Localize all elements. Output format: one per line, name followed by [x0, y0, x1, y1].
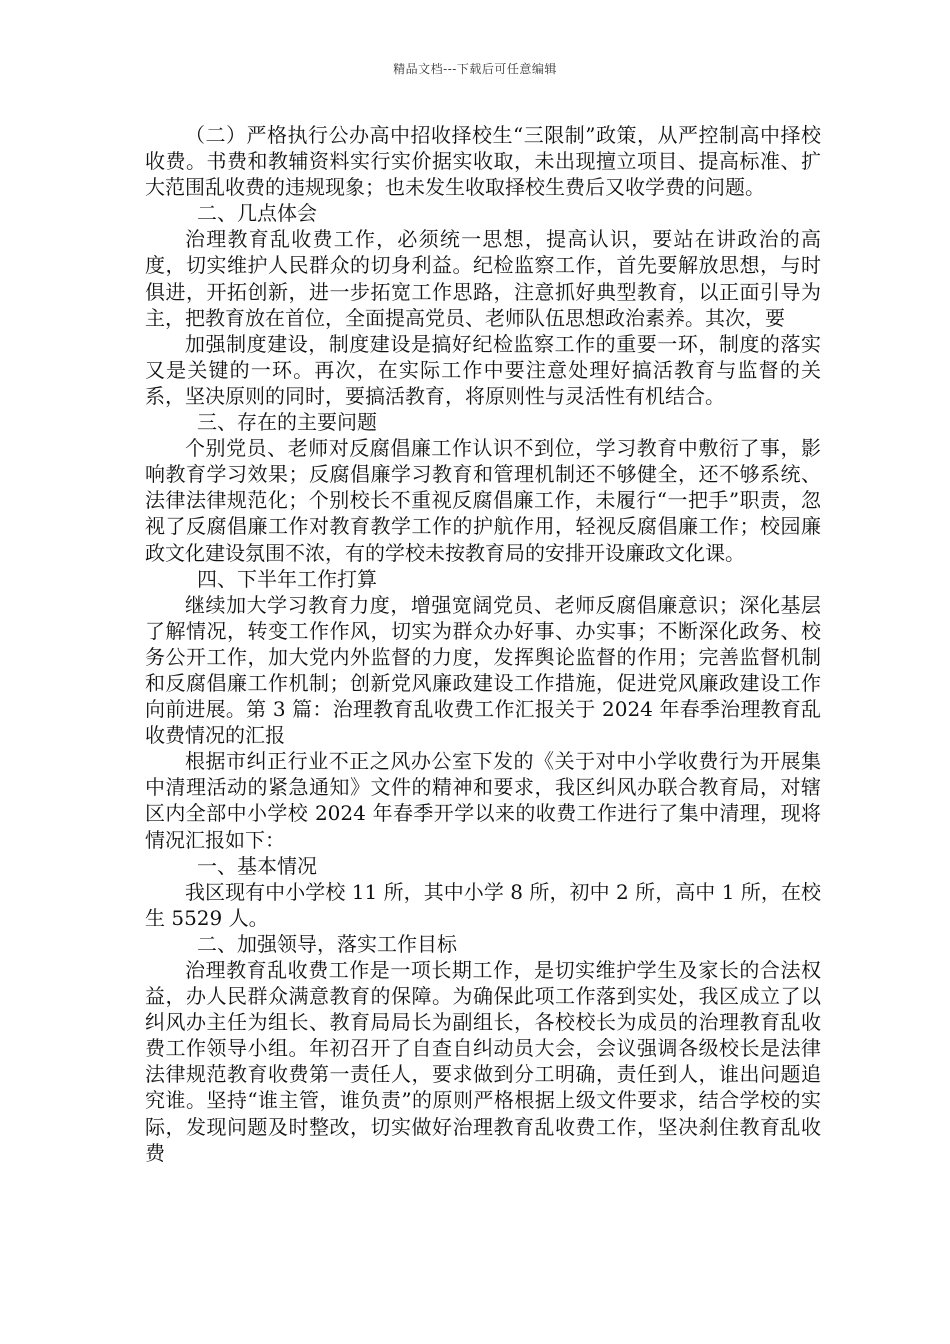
section-heading: 四、下半年工作打算 — [197, 566, 377, 591]
paragraph: 加强制度建设，制度建设是搞好纪检监察工作的重要一环，制度的落实又是关键的一环。再次，在实际工作中要注意处理好搞活教育与监督的关系，坚决原则的同时，要搞活教育，将原则性与灵活性有机结合。 — [145, 331, 821, 408]
section-heading: 二、加强领导，落实工作目标 — [197, 931, 457, 956]
page-header: 精品文档---下载后可任意编辑 — [393, 62, 557, 76]
paragraph: 继续加大学习教育力度，增强宽阔党员、老师反腐倡廉意识；深化基层了解情况，转变工作作风，切实为群众办好事、办实事；不断深化政务、校务公开工作，加大党内外监督的力度，发挥舆论监督的作用；完善监督机制和反腐倡廉工作机制；创新党风廉政建设工作措施，促进党风廉政建设工作向前进展。第 3 篇：治理教育乱收费工作汇报关于 2024 年春季治理教育乱收费情况的汇报 — [145, 592, 821, 748]
paragraph: 个别党员、老师对反腐倡廉工作认识不到位，学习教育中敷衍了事，影响教育学习效果；反腐倡廉学习教育和管理机制还不够健全，还不够系统、法律法律规范化；个别校长不重视反腐倡廉工作，未履行“一把手”职责，忽视了反腐倡廉工作对教育教学工作的护航作用，轻视反腐倡廉工作；校园廉政文化建设氛围不浓，有的学校未按教育局的安排开设廉政文化课。 — [145, 436, 821, 565]
paragraph: 治理教育乱收费工作是一项长期工作，是切实维护学生及家长的合法权益，办人民群众满意教育的保障。为确保此项工作落到实处，我区成立了以纠风办主任为组长、教育局局长为副组长，各校校长为成员的治理教育乱收费工作领导小组。年初召开了自查自纠动员大会，会议强调各级校长是法律法律规范教育收费第一责任人，要求做到分工明确，责任到人，谁出问题追究谁。坚持“谁主管，谁负责”的原则严格根据上级文件要求，结合学校的实际，发现问题及时整改，切实做好治理教育乱收费工作，坚决刹住教育乱收费 — [145, 958, 821, 1165]
paragraph: 根据市纠正行业不正之风办公室下发的《关于对中小学收费行为开展集中清理活动的紧急通知》文件的精神和要求，我区纠风办联合教育局，对辖区内全部中小学校 2024 年春季开学以来的收费工作进行了集中清理，现将情况汇报如下： — [145, 749, 821, 852]
section-heading: 一、基本情况 — [197, 853, 317, 878]
paragraph: 治理教育乱收费工作，必须统一思想，提高认识，要站在讲政治的高度，切实维护人民群众的切身利益。纪检监察工作，首先要解放思想，与时俱进，开拓创新，进一步拓宽工作思路，注意抓好典型教育，以正面引导为主，把教育放在首位，全面提高党员、老师队伍思想政治素养。其次，要 — [145, 227, 821, 330]
paragraph: 我区现有中小学校 11 所，其中小学 8 所，初中 2 所，高中 1 所，在校生 5529 人。 — [145, 879, 821, 930]
paragraph: （二）严格执行公办高中招收择校生“三限制”政策，从严控制高中择校收费。书费和教辅资料实行实价据实收取，未出现擅立项目、提高标准、扩大范围乱收费的违规现象；也未发生收取择校生费后又收学费的问题。 — [145, 123, 821, 200]
section-heading: 二、几点体会 — [197, 201, 317, 226]
document-body — [145, 122, 821, 1166]
section-heading: 三、存在的主要问题 — [197, 410, 377, 435]
